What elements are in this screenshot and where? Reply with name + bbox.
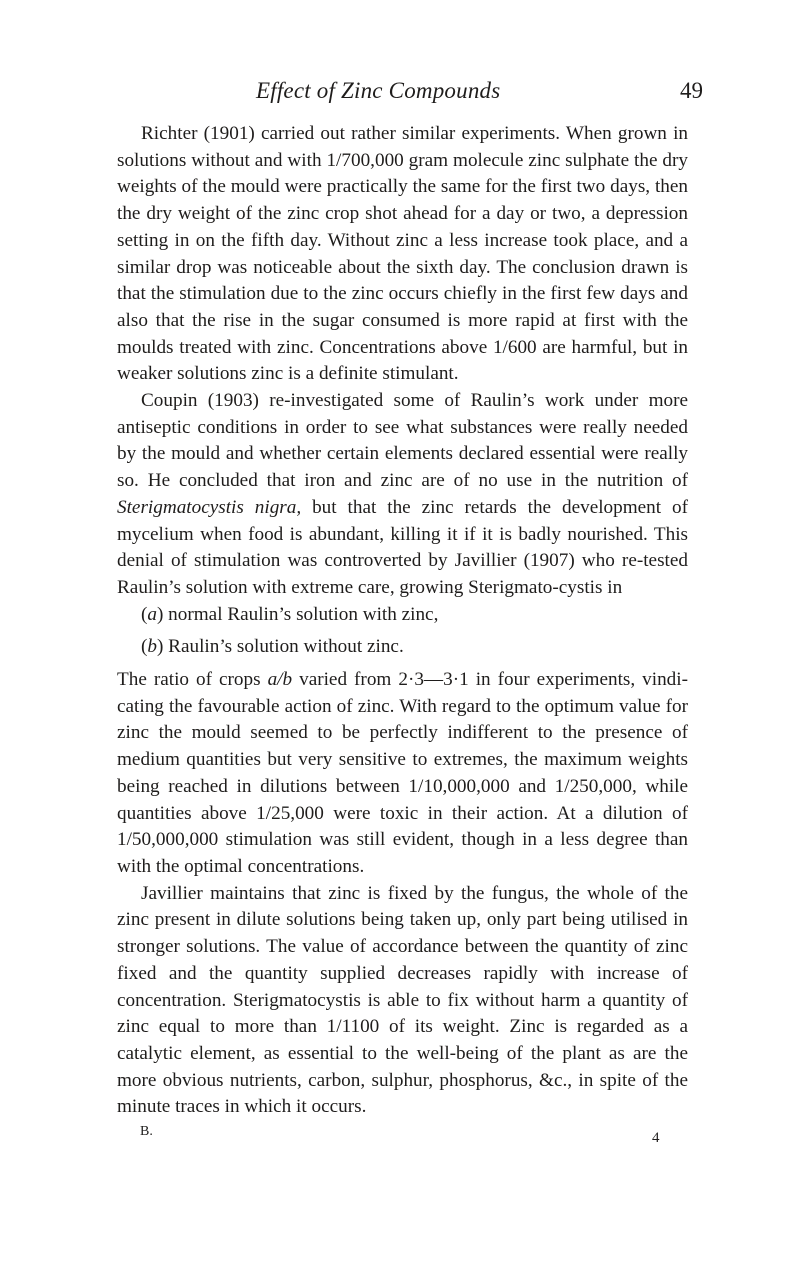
paragraph-ratio-text-1: The ratio of crops xyxy=(117,669,268,691)
paragraph-richter: Richter (1901) carried out rather similar experiments. When grown in solutions without and with 1/700,000 gram molecule zinc sulphate the dry weights of the mould were practically the same for the first two days, then the dry weight of the zinc crop shot ahead for a day or two, a depression setting in on the fifth day. Without zinc a less increase took place, and a similar drop was noticeable about the sixth day. The conclusion drawn is that the stimulation due to the zinc occurs chiefly in the first few days and also that the rise in the sugar consumed is more rapid at first with the moulds treated with zinc. Concentrations above 1/600 are harmful, but in weaker solutions zinc is a definite stimulant. xyxy=(117,123,688,385)
page-footer xyxy=(0,1124,800,1148)
paragraph-coupin xyxy=(117,388,688,602)
body-text xyxy=(117,121,688,1121)
list-item-a-text: normal Raulin’s solution with zinc, xyxy=(168,603,439,625)
paragraph-coupin-text-1: Coupin (1903) re-investigated some of Raulin’s work under more antiseptic conditions in order to see what substances were really needed by the mould and whether certain elements declared essential were really so. He concluded that iron and zinc are of no use in the nutrition of xyxy=(117,390,688,492)
list-item-b-text: Raulin’s solution without zinc. xyxy=(168,636,404,658)
paragraph-coupin-text-2: but that the zinc retards the development of mycelium when food is abundant, killing it if it is badly nourished. This denial of stimulation was controverted by Javillier (1907) who re-tested Raulin’s solution with extreme care, growing Sterigmato-cystis in xyxy=(117,496,689,598)
paragraph-ratio-text-2: varied from 2·3—3·1 in four experiments, vindi-cating the favourable action of zinc. With regard to the optimum value for zinc the mould seemed to be perfectly indifferent to the presence of medium quantities but very sensitive to extremes, the maximum weights being reached in dilutions between 1/10,000,000 and 1/250,000, while quantities above 1/25,000 were toxic in their action. At a dilution of 1/50,000,000 stimulation was still evident, though in a less degree than with the optimal concentrations. xyxy=(117,669,688,877)
list-marker-a: (a) xyxy=(141,603,164,625)
signature-mark: B. xyxy=(140,1124,153,1139)
signature-folio: 4 xyxy=(652,1130,660,1146)
ratio-expression: a/b xyxy=(267,669,293,691)
page-number: 49 xyxy=(680,78,703,103)
paragraph-javillier: Javillier maintains that zinc is fixed by the fungus, the whole of the zinc present in dilute solutions being taken up, only part being utilised in stronger solutions. The value of accordance between the quantity of zinc fixed and the quantity supplied decreases rapidly with increase of concentration. Sterigmatocystis is able to fix without harm a quantity of zinc equal to more than 1/1100 of its weight. Zinc is regarded as a catalytic element, as essential to the well-being of the plant as are the more obvious nutrients, carbon, sulphur, phosphorus, &c., in spite of the minute traces in which it occurs. xyxy=(117,882,688,1118)
running-title: Effect of Zinc Compounds xyxy=(256,78,501,103)
page-header xyxy=(0,78,800,112)
list-marker-b: (b) xyxy=(141,636,164,658)
list-item-b xyxy=(117,634,688,661)
list-item-a xyxy=(117,602,688,629)
paragraph-ratio xyxy=(117,667,688,881)
species-name: Sterigmatocystis nigra, xyxy=(117,496,302,518)
